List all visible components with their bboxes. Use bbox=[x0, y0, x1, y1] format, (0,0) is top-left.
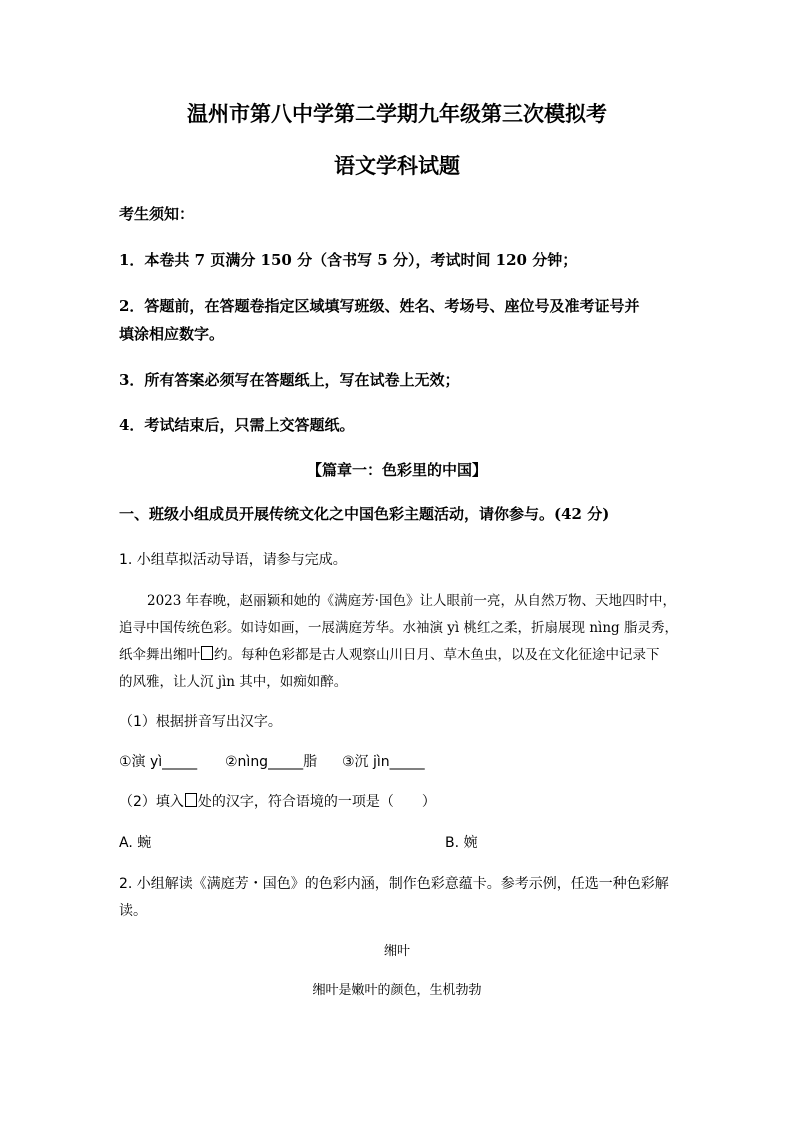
notice-item-2-line-1: 2．答题前，在答题卷指定区域填写班级、姓名、考场号、座位号及准考证号并 bbox=[119, 297, 640, 315]
passage-line-2: 追寻中国传统色彩。如诗如画，一展满庭芳华。水袖演 yì 桃红之柔，折扇展现 nìng 脂灵秀， bbox=[119, 620, 678, 636]
passage-line-3 bbox=[119, 643, 660, 663]
pinyin-blank-1: ①演 yì_____ bbox=[119, 754, 198, 770]
chapter-title: 【篇章一：色彩里的中国】 bbox=[306, 461, 487, 479]
sub-question-2-stem bbox=[119, 791, 436, 811]
notice-item-3: 3．所有答案必须写在答题纸上，写在试卷上无效； bbox=[119, 371, 460, 389]
notice-item-2-line-2: 填涂相应数字。 bbox=[119, 325, 225, 343]
exam-title: 温州市第八中学第二学期九年级第三次模拟考 bbox=[187, 101, 607, 126]
option-b: B. 婉 bbox=[445, 835, 478, 851]
notice-item-1: 1．本卷共 7 页满分 150 分（含书写 5 分），考试时间 120 分钟； bbox=[119, 251, 578, 269]
question-1-stem: 1. 小组草拟活动导语，请参与完成。 bbox=[119, 552, 347, 568]
sub-question-1-stem: （1）根据拼音写出汉字。 bbox=[119, 714, 282, 730]
passage-line-3-start: 纸伞舞出缃叶 bbox=[119, 647, 200, 663]
subject-title: 语文学科试题 bbox=[334, 153, 460, 178]
section-1-title: 一、班级小组成员开展传统文化之中国色彩主题活动，请你参与。(42 分) bbox=[119, 505, 610, 523]
passage-line-4: 的风雅，让人沉 jìn 其中，如痴如醉。 bbox=[119, 674, 348, 690]
blank-box bbox=[201, 646, 213, 660]
sub-question-2-end: 处的汉字，符合语境的一项是（ ） bbox=[197, 794, 436, 810]
card-title: 缃叶 bbox=[383, 944, 410, 959]
passage-line-1: 2023 年春晚，赵丽颖和她的《满庭芳·国色》让人眼前一亮，从自然万物、天地四时中， bbox=[147, 593, 676, 609]
card-text: 缃叶是嫩叶的颜色，生机勃勃 bbox=[312, 983, 482, 998]
question-2-stem-line-1: 2. 小组解读《满庭芳・国色》的色彩内涵，制作色彩意蕴卡。参考示例，任选一种色彩解 bbox=[119, 876, 669, 892]
option-a: A. 蜿 bbox=[119, 835, 152, 851]
passage-line-3-end: 约。每种色彩都是古人观察山川日月、草木鱼虫，以及在文化征途中记录下 bbox=[214, 647, 660, 663]
notice-heading: 考生须知： bbox=[119, 205, 195, 223]
pinyin-blank-2: ②nìng_____脂 bbox=[225, 754, 318, 770]
question-2-stem-line-2: 读。 bbox=[119, 903, 147, 919]
notice-item-4: 4．考试结束后，只需上交答题纸。 bbox=[119, 416, 355, 434]
sub-question-2-start: （2）填入 bbox=[119, 794, 184, 810]
pinyin-blank-3: ③沉 jìn_____ bbox=[342, 754, 425, 770]
blank-box-ref bbox=[185, 793, 197, 807]
